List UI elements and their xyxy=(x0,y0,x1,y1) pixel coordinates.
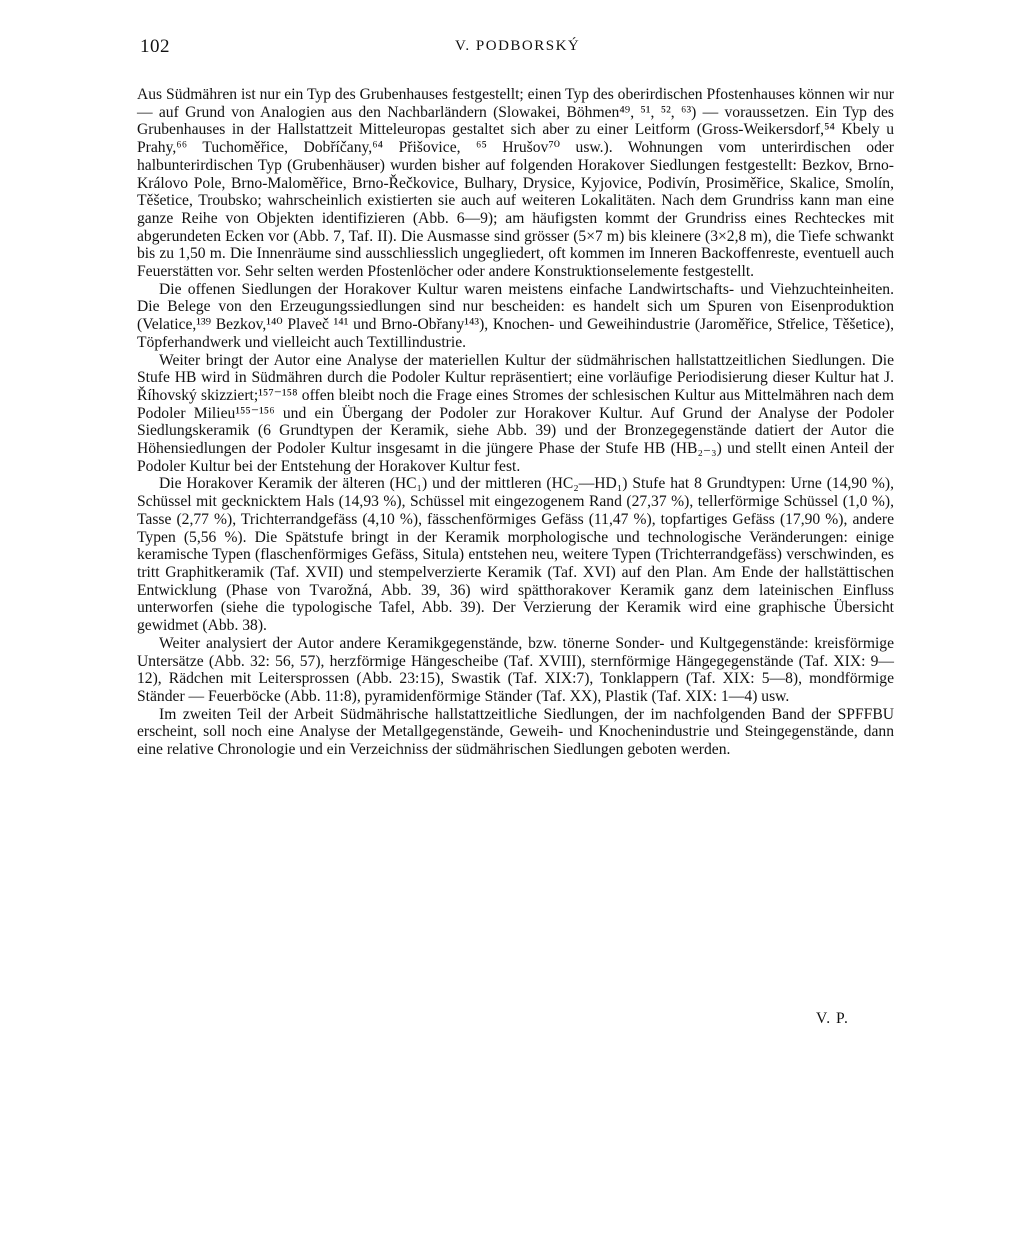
paragraph: Weiter bringt der Autor eine Analyse der materiellen Kultur der südmährischen hallstattzeitlichen Siedlungen. Die Stufe HB wird in Südmähren durch die Podoler Kultur repräsentiert; eine vorläufige Periodisierung dieser Kultur hat J. Říhovský skizziert;¹⁵⁷⁻¹⁵⁸ offen bleibt noch die Frage eines Stromes der schlesischen Kultur aus Mittelmähren nach dem Podoler Milieu¹⁵⁵⁻¹⁵⁶ und ein Übergang der Podoler zur Horakover Kultur. Auf Grund der Analyse der Podoler Siedlungskeramik (6 Grundtypen der Keramik, siehe Abb. 39) und der Bronzegegenstände datiert der Autor die Höhensiedlungen der Podoler Kultur insgesamt in die jüngere Phase der Stufe HB (HB₂₋₃) und stellt einen Anteil der Podoler Kultur bei der Entstehung der Horakover Kultur fest. xyxy=(137,351,894,475)
paragraph: Im zweiten Teil der Arbeit Südmährische hallstattzeitliche Siedlungen, der im nachfolgenden Band der SPFFBU erscheint, soll noch eine Analyse der Metallgegenstände, Geweih- und Knochenindustrie und Steingegenstände, dann eine relative Chronologie und ein Verzeichniss der südmährischen Siedlungen geboten werden. xyxy=(137,705,894,759)
page-number: 102 xyxy=(140,36,170,57)
paragraph: Die offenen Siedlungen der Horakover Kultur waren meistens einfache Landwirtschafts- und Viehzuchteinheiten. Die Belege von den Erzeugungssiedlungen sind nur bescheiden: es handelt sich um Spuren von Eisenproduktion (Velatice,¹³⁹ Bezkov,¹⁴⁰ Plaveč ¹⁴¹ und Brno-Obřany¹⁴³), Knochen- und Geweihindustrie (Jaroměřice, Střelice, Těšetice), Töpferhandwerk und vielleicht auch Textillindustrie. xyxy=(137,280,894,351)
author-initials: V. P. xyxy=(816,1010,849,1027)
paragraph: Die Horakover Keramik der älteren (HC₁) und der mittleren (HC₂—HD₁) Stufe hat 8 Grundtypen: Urne (14,90 %), Schüssel mit gecknicktem Hals (14,93 %), Schüssel mit eingezogenem Rand (27,37 %), tellerförmige Schüssel (1,0 %), Tasse (2,77 %), Trichterrandgefäss (4,10 %), fässchenförmiges Gefäss (11,47 %), topfartiges Gefäss (17,90 %), andere Typen (5,56 %). Die Spätstufe bringt in der Keramik morphologische und technologische Veränderungen: einige keramische Typen (flaschenförmiges Gefäss, Situla) entstehen neu, weitere Typen (Trichterrandgefäss) verschwinden, es tritt Graphitkeramik (Taf. XVII) und stempelverzierte Keramik (Taf. XVI) auf den Plan. Am Ende der hallstättischen Entwicklung (Phase von Tvarožná, Abb. 39, 36) wird spätthorakover Keramik ganz dem lateinischen Einfluss unterworfen (siehe die typologische Tafel, Abb. 39). Der Verzierung der Keramik wird eine graphische Übersicht gewidmet (Abb. 38). xyxy=(137,475,894,635)
paragraph: Aus Südmähren ist nur ein Typ des Grubenhauses festgestellt; einen Typ des oberirdischen Pfostenhauses können wir nur — auf Grund von Analogien aus den Nachbarländern (Slowakei, Böhmen⁴⁹, ⁵¹, ⁵², ⁶³) — voraussetzen. Ein Typ des Grubenhauses in der Hallstattzeit Mitteleuropas gestaltet sich aber zu einer Leitform (Gross-Weikersdorf,⁵⁴ Kbely u Prahy,⁶⁶ Tuchoměřice, Dobříčany,⁶⁴ Přišovice, ⁶⁵ Hrušov⁷⁰ usw.). Wohnungen vom unterirdischen oder halbunterirdischen Typ (Grubenhäuser) wurden bisher auf folgenden Horakover Siedlungen festgestellt: Bezkov, Brno-Královo Pole, Brno-Maloměřice, Brno-Řečkovice, Bulhary, Drysice, Kyjovice, Podivín, Prosiměřice, Skalice, Smolín, Těšetice, Troubsko; wahrscheinlich existierten sie auch auf weiteren Lokalitäten. Nach dem Grundriss kann man eine ganze Reihe von Objekten identifizieren (Abb. 6—9); am häufigsten kommt der Grundriss eines Rechteckes mit abgerundeten Ecken vor (Abb. 7, Taf. II). Die Ausmasse sind grösser (5×7 m) bis kleinere (3×2,8 m), die Tiefe schwankt bis zu 1,50 m. Die Innenräume sind ausschliesslich ungegliedert, oft kommen im Inneren Backoffenreste, eventuell auch Feuerstätten vor. Sehr selten werden Pfostenlöcher oder andere Konstruktionselemente festgestellt. xyxy=(137,86,894,281)
paragraph: Weiter analysiert der Autor andere Keramikgegenstände, bzw. tönerne Sonder- und Kultgegenstände: kreisförmige Untersätze (Abb. 32: 56, 57), herzförmige Hängescheibe (Taf. XVIII), sternförmige Hängegegenstände (Taf. XIX: 9—12), Rädchen mit Leitersprossen (Abb. 23:15), Swastik (Taf. XIX:7), Tonklappern (Taf. XIX: 5—8), mondförmige Ständer — Feuerböcke (Abb. 11:8), pyramidenförmige Ständer (Taf. XX), Plastik (Taf. XIX: 1—4) usw. xyxy=(137,634,894,705)
running-head: V. PODBORSKÝ xyxy=(455,38,581,54)
body-text xyxy=(137,86,894,759)
